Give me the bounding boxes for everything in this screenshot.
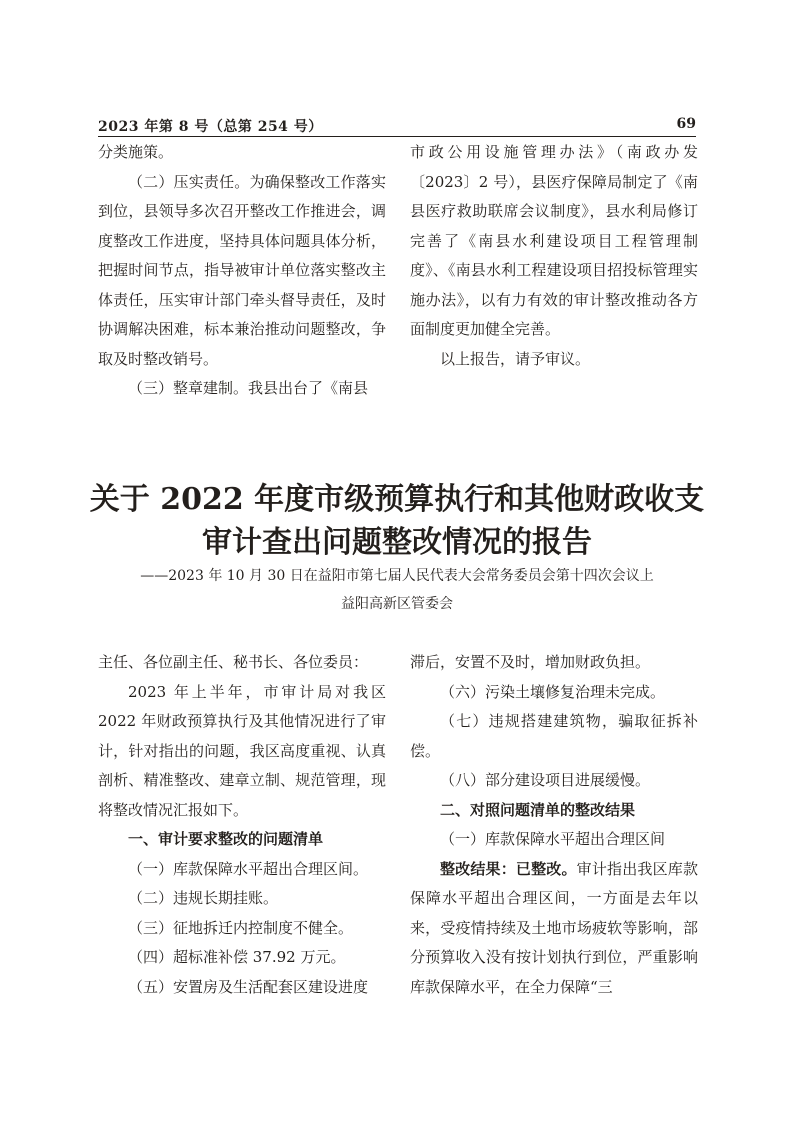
list-item: （四）超标准补偿 37.92 万元。	[128, 948, 346, 966]
salutation: 主任、各位副主任、秘书长、各位委员：	[98, 653, 369, 671]
title-line: 审计查出问题整改情况的报告	[202, 525, 592, 560]
title-line: 关于 2022 年度市级预算执行和其他财政收支	[89, 482, 705, 517]
paragraph: （二）压实责任。为确保整改工作落实到位，县领导多次召开整改工作推进会，调度整改工作进度，坚持具体问题具体分析，把握时间节点，指导被审计单位落实整改主体责任，压实审计部门牵头督导责任，及时协调解决困难，标本兼治推动问题整改，争取及时整改销号。	[98, 172, 386, 368]
paragraph: 2023 年上半年，市审计局对我区 2022 年财政预算执行及其他情况进行了审计，针对指出的问题，我区高度重视、认真剖析、精准整改、建章立制、规范管理，现将整改情况汇报如下。	[98, 682, 386, 819]
list-item: （二）违规长期挂账。	[128, 889, 279, 907]
report-subtitle: ——2023 年 10 月 30 日在益阳市第七届人民代表大会常务委员会第十四次会议上	[140, 568, 654, 584]
paragraph: 以上报告，请予审议。	[440, 349, 591, 368]
top-right-column	[410, 138, 698, 374]
list-item: （七）违规搭建建筑物，骗取征拆补偿。	[410, 712, 698, 760]
top-left-column	[98, 138, 386, 404]
page-number: 69	[676, 116, 696, 132]
list-item: （三）征地拆迁内控制度不健全。	[128, 918, 354, 937]
report-organization: 益阳高新区管委会	[341, 596, 453, 612]
report-title	[60, 478, 734, 564]
list-item: （八）部分建设项目进展缓慢。	[440, 771, 651, 789]
result-text: 审计指出我区库款保障水平超出合理区间，一方面是去年以来，受疫情持续及土地市场疲软等影响，部分预算收入没有按计划执行到位，严重影响库款保障水平，在全力保障“三	[410, 859, 698, 996]
paragraph: （三）整章建制。我县出台了《南县	[128, 379, 369, 397]
sub-heading: （一）库款保障水平超出合理区间	[440, 830, 666, 848]
list-item: （六）污染土壤修复治理未完成。	[440, 682, 666, 701]
header-rule	[98, 136, 696, 137]
page-header	[98, 116, 696, 138]
result-label: 整改结果：已整改。	[440, 859, 577, 878]
list-item: （五）安置房及生活配套区建设进度	[128, 977, 369, 996]
section-heading: 二、对照问题清单的整改结果	[440, 800, 636, 819]
paragraph: 分类施策。	[98, 143, 174, 161]
paragraph: 市政公用设施管理办法》（南政办发〔2023〕2 号），县医疗保障局制定了《南县医疗救助联席会议制度》，县水利局修订完善了《南县水利建设项目工程管理制度》、《南县水利工程建设项目招投标管理实施办法》，以有力有效的审计整改推动各方面制度更加健全完善。	[410, 143, 698, 338]
issue-label: 2023 年第 8 号（总第 254 号）	[98, 119, 323, 135]
paragraph: 滞后，安置不及时，增加财政负担。	[410, 653, 651, 671]
bottom-left-column	[98, 648, 386, 1002]
list-item: （一）库款保障水平超出合理区间。	[128, 859, 369, 878]
bottom-right-column	[410, 648, 698, 1002]
paragraph	[410, 855, 698, 1003]
section-heading: 一、审计要求整改的问题清单	[128, 830, 324, 848]
